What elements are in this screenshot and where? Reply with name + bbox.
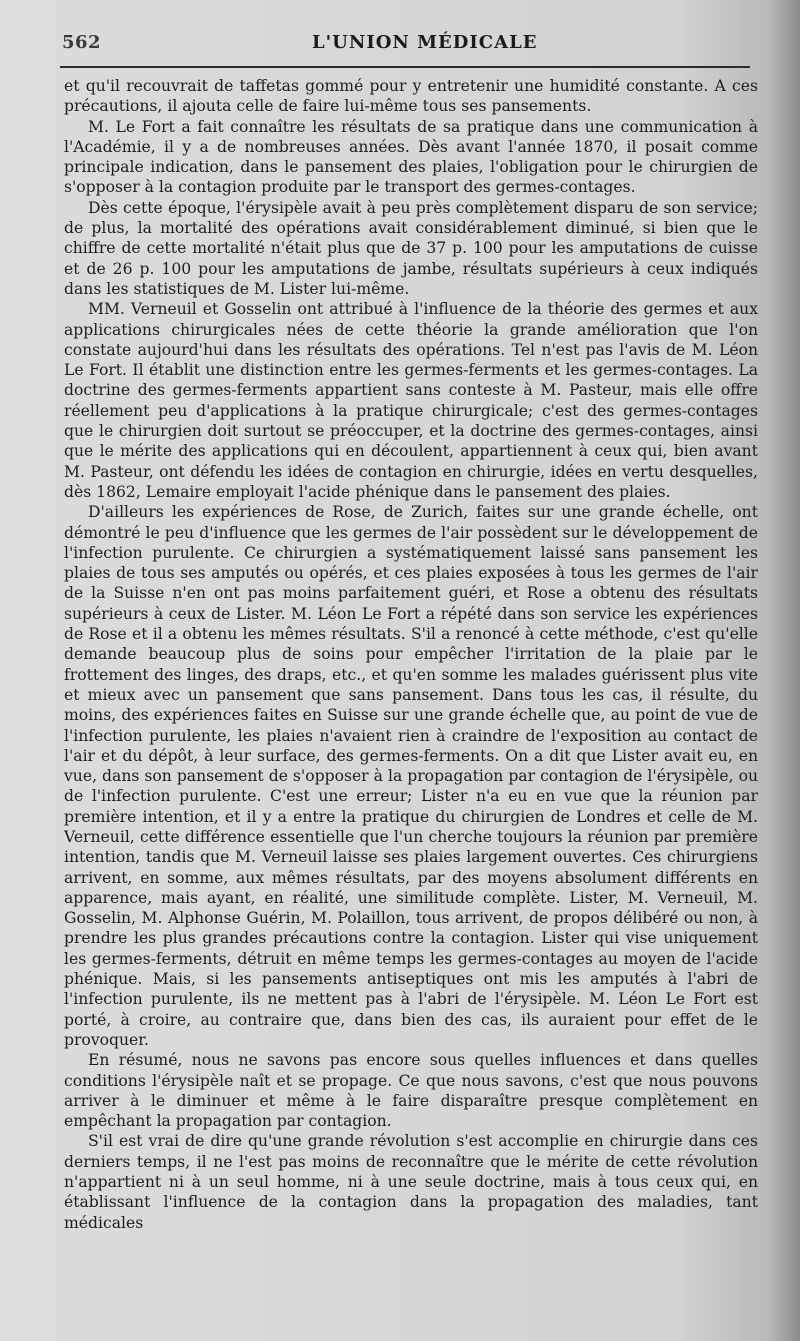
page-header [60, 30, 760, 56]
paragraph: et qu'il recouvrait de taffetas gommé pour y entretenir une humidité constante. A ces précautions, il ajouta celle de faire lui-même tous ses pansements. [64, 77, 758, 116]
paragraph: D'ailleurs les expériences de Rose, de Zurich, faites sur une grande échelle, ont démontré le peu d'influence que les germes de l'air possèdent sur le développement de l'infection purulente. Ce chirurgien a systématiquement laissé sans pansement les plaies de tous ses amputés ou opérés, et ces plaies exposées à tous les germes de l'air de la Suisse n'en ont pas moins parfaitement guéri, et Rose a obtenu des résultats supérieurs à ceux de Lister. M. Léon Le Fort a répété dans son service les expériences de Rose et il a obtenu les mêmes résultats. S'il a renoncé à cette méthode, c'est qu'elle demande beaucoup plus de soins pour empêcher l'irritation de la plaie par le frottement des linges, des draps, etc., et qu'en somme les malades guérissent plus vite et mieux avec un pansement que sans pansement. Dans tous les cas, il résulte, du moins, des expériences faites en Suisse sur une grande échelle que, au point de vue de l'infection purulente, les plaies n'avaient rien à craindre de l'exposition au contact de l'air et du dépôt, à leur surface, des germes-ferments. On a dit que Lister avait eu, en vue, dans son pansement de s'opposer à la propagation par contagion de l'érysipèle, ou de l'infection purulente. C'est une erreur; Lister n'a eu en vue que la réunion par première intention, et il y a entre la pratique du chirurgien de Londres et celle de M. Verneuil, cette différence essentielle que l'un cherche toujours la réunion par première intention, tandis que M. Verneuil laisse ses plaies largement ouvertes. Ces chirurgiens arrivent, en somme, aux mêmes résultats, par des moyens absolument différents en apparence, mais ayant, en réalité, une similitude complète. Lister, M. Verneuil, M. Gosselin, M. Alphonse Guérin, M. Polaillon, tous arrivent, de propos délibéré ou non, à prendre les plus grandes précautions contre la contagion. Lister qui vise uniquement les germes-ferments, détruit en même temps les germes-contages au moyen de l'acide phénique. Mais, si les pansements antiseptiques ont mis les amputés à l'abri de l'infection purulente, ils ne mettent pas à l'abri de l'érysipèle. M. Léon Le Fort est porté, à croire, au contraire que, dans bien des cas, ils auraient pour effet de le provoquer. [64, 503, 758, 1049]
header-rule [60, 66, 750, 68]
paragraph: En résumé, nous ne savons pas encore sous quelles influences et dans quelles conditions l'érysipèle naît et se propage. Ce que nous savons, c'est que nous pouvons arriver à le diminuer et même à le faire disparaître presque complètement en empêchant la propagation par contagion. [64, 1051, 758, 1131]
article-body [64, 76, 758, 1233]
paragraph: M. Le Fort a fait connaître les résultats de sa pratique dans une communication à l'Académie, il y a de nombreuses années. Dès avant l'année 1870, il posait comme principale indication, dans le pansement des plaies, l'obligation pour le chirurgien de s'opposer à la contagion produite par le transport des germes-contages. [64, 117, 758, 197]
paragraph: S'il est vrai de dire qu'une grande révolution s'est accomplie en chirurgie dans ces derniers temps, il ne l'est pas moins de reconnaître que le mérite de cette révolution n'appartient ni à un seul homme, ni à une seule doctrine, mais à tous ceux qui, en établissant l'influence de la contagion dans la propagation des maladies, tant médicales [64, 1132, 758, 1232]
page-number: 562 [62, 32, 102, 53]
running-title: L'UNION MÉDICALE [312, 32, 538, 53]
paragraph: Dès cette époque, l'érysipèle avait à peu près complètement disparu de son service; de plus, la mortalité des opérations avait considérablement diminué, si bien que le chiffre de cette mortalité n'était plus que de 37 p. 100 pour les amputations de cuisse et de 26 p. 100 pour les amputations de jambe, résultats supérieurs à ceux indiqués dans les statistiques de M. Lister lui-même. [64, 198, 758, 298]
paragraph: MM. Verneuil et Gosselin ont attribué à l'influence de la théorie des germes et aux applications chirurgicales nées de cette théorie la grande amélioration que l'on constate aujourd'hui dans les résultats des opérations. Tel n'est pas l'avis de M. Léon Le Fort. Il établit une distinction entre les germes-ferments et les germes-contages. La doctrine des germes-ferments appartient sans conteste à M. Pasteur, mais elle offre réellement peu d'applications à la pratique chirurgicale; c'est des germes-contages que le chirurgien doit surtout se préoccuper, et la doctrine des germes-contages, ainsi que le mérite des applications qui en découlent, appartiennent à ceux qui, bien avant M. Pasteur, ont défendu les idées de contagion en chirurgie, idées en vertu desquelles, dès 1862, Lemaire employait l'acide phénique dans le pansement des plaies. [64, 300, 758, 501]
